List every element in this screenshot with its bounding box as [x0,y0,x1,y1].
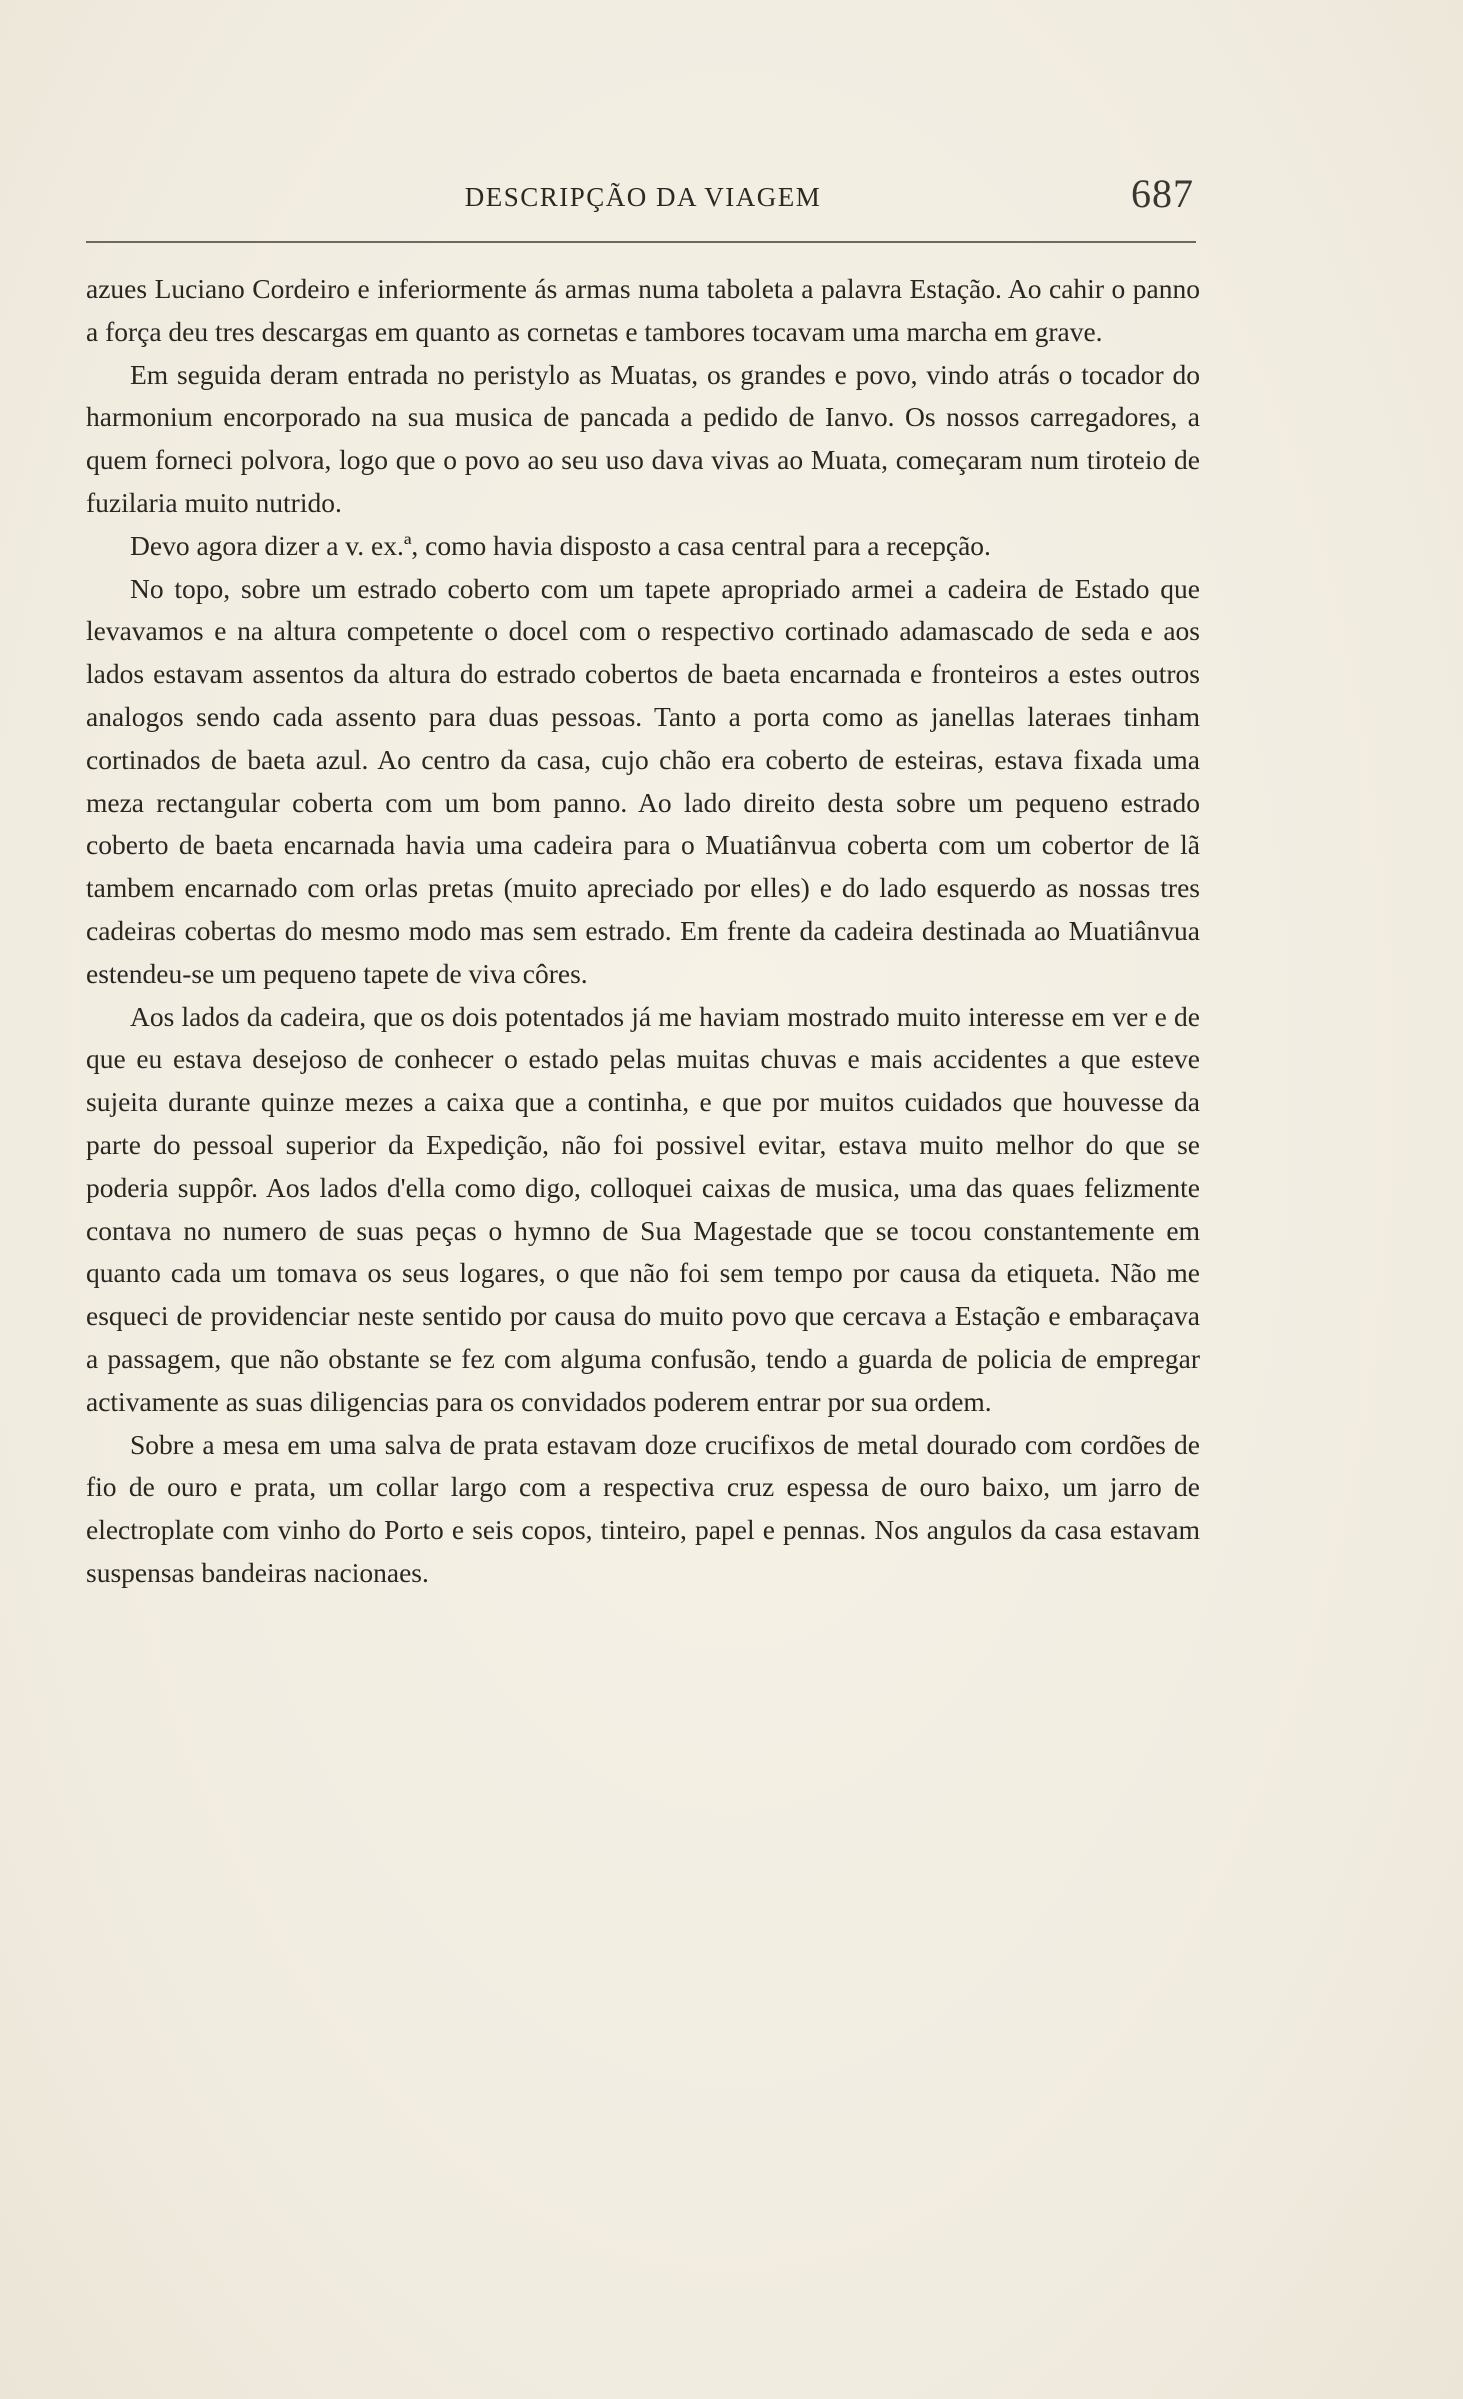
page-number: 687 [1131,171,1194,216]
paragraph: No topo, sobre um estrado coberto com um tapete apropriado armei a cadeira de Estado que levavamos e na altura competente o docel com o respectivo cortinado adamascado de seda e aos lados estavam assentos da altura do estrado cobertos de baeta encarnada e fronteiros a estes outros analogos sendo cada assento para duas pessoas. Tanto a porta como as janellas lateraes tinham cortinados de baeta azul. Ao centro da casa, cujo chão era coberto de esteiras, estava fixada uma meza rectangular coberta com um bom panno. Ao lado direito desta sobre um pequeno estrado coberto de baeta encarnada havia uma cadeira para o Muatiânvua coberta com um cobertor de lã tambem encarnado com orlas pretas (muito apreciado por elles) e do lado esquerdo as nossas tres cadeiras cobertas do mesmo modo mas sem estrado. Em frente da cadeira destinada ao Muatiânvua estendeu-se um pequeno tapete de viva côres. [86,572,1200,989]
paragraph: Sobre a mesa em uma salva de prata estavam doze crucifixos de metal dourado com cordões de fio de ouro e prata, um collar largo com a respectiva cruz espessa de ouro baixo, um jarro de electroplate com vinho do Porto e seis copos, tinteiro, papel e pennas. Nos angulos da casa estavam suspensas bandeiras nacionaes. [86,1428,1200,1588]
paragraph: Devo agora dizer a v. ex.ª, como havia disposto a casa central para a recepção. [130,529,991,561]
body-text [86,268,1200,1595]
running-title: DESCRIPÇÃO DA VIAGEM [464,182,822,212]
page-header [86,171,1200,236]
header-rule [86,241,1196,243]
paragraph: Aos lados da cadeira, que os dois potentados já me haviam mostrado muito interesse em ver e de que eu estava desejoso de conhecer o estado pelas muitas chuvas e mais accidentes a que esteve sujeita durante quinze mezes a caixa que a continha, e que por muitos cuidados que houvesse da parte do pessoal superior da Expedição, não foi possivel evitar, estava muito melhor do que se poderia suppôr. Aos lados d'ella como digo, colloquei caixas de musica, uma das quaes felizmente contava no numero de suas peças o hymno de Sua Magestade que se tocou constantemente em quanto cada um tomava os seus logares, o que não foi sem tempo por causa da etiqueta. Não me esqueci de providenciar neste sentido por causa do muito povo que cercava a Estação e embaraçava a passagem, que não obstante se fez com alguma confusão, tendo a guarda de policia de empregar activamente as suas diligencias para os convidados poderem entrar por sua ordem. [86,1000,1200,1417]
paragraph: Em seguida deram entrada no peristylo as Muatas, os grandes e povo, vindo atrás o tocador do harmonium encorporado na sua musica de pancada a pedido de Ianvo. Os nossos carregadores, a quem forneci polvora, logo que o povo ao seu uso dava vivas ao Muata, começaram num tiroteio de fuzilaria muito nutrido. [86,358,1200,518]
paragraph-continuation: azues Luciano Cordeiro e inferiormente ás armas numa taboleta a palavra Estação. Ao cahir o panno a força deu tres descargas em quanto as cornetas e tambores tocavam uma marcha em grave. [86,273,1200,347]
